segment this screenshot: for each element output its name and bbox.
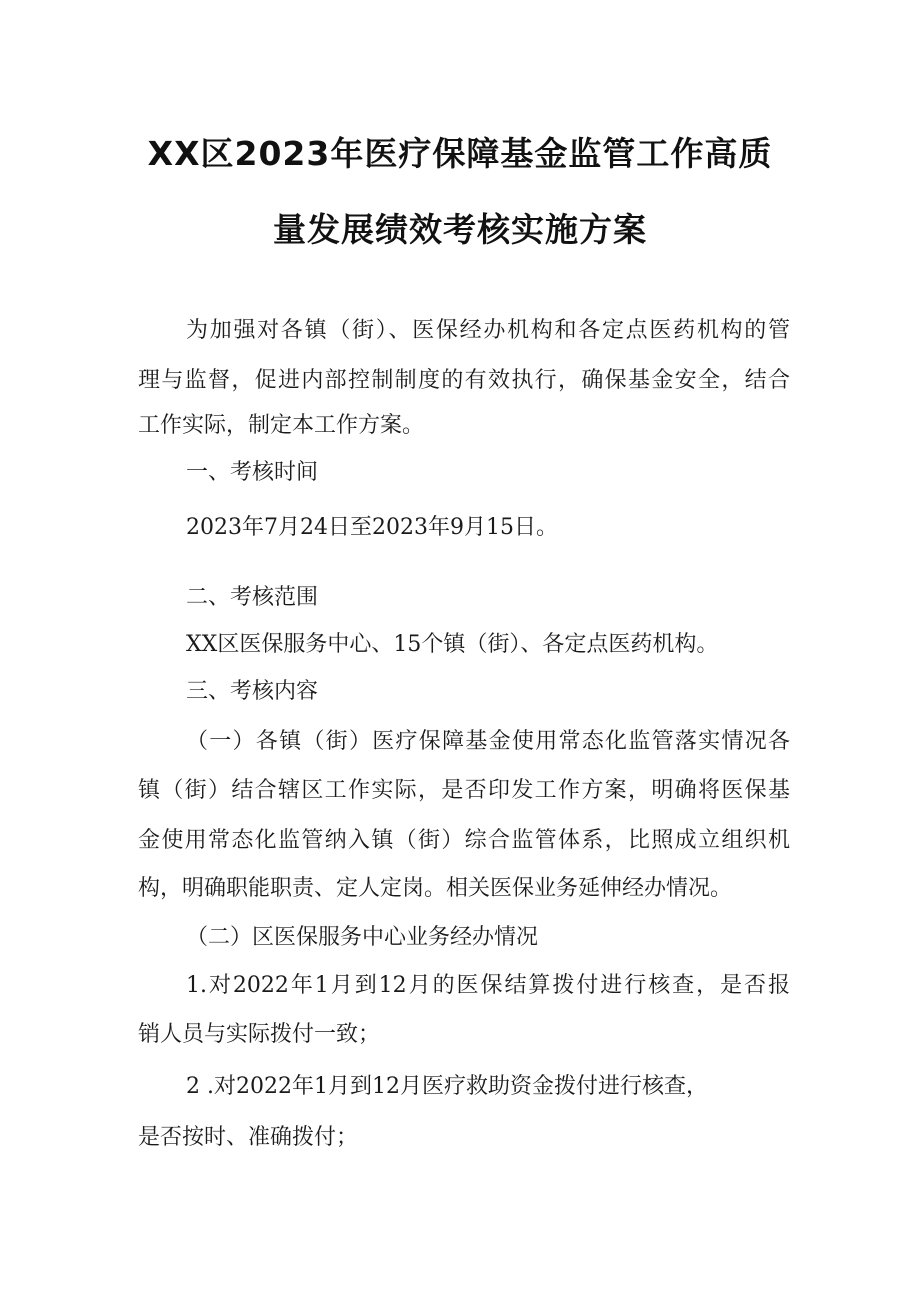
- point-1-line-2: 销人员与实际拨付一致；: [138, 1022, 381, 1047]
- section-1-text: 2023年7月24日至2023年9月15日。: [186, 515, 558, 540]
- item-2-heading: （二）区医保服务中心业务经办情况: [186, 925, 539, 950]
- item-1-line-1: （一）各镇（街）医疗保障基金使用常态化监管落实情况各: [186, 729, 790, 754]
- section-2-text: XX区医保服务中心、15个镇（街）、各定点医药机构。: [186, 632, 719, 657]
- document-title-line-1: XX区2023年医疗保障基金监管工作高质: [147, 134, 773, 173]
- section-2-heading: 二、考核范围: [186, 585, 319, 610]
- item-1-line-2: 镇（街）结合辖区工作实际，是否印发工作方案，明确将医保基: [138, 778, 790, 803]
- item-1-line-4: 构，明确职能职责、定人定岗。相关医保业务延伸经办情况。: [138, 876, 733, 901]
- point-1-line-1: 1.对2022年1月到12月的医保结算拨付进行核查，是否报: [186, 973, 790, 998]
- document-title-line-2: 量发展绩效考核实施方案: [273, 210, 647, 249]
- section-3-heading: 三、考核内容: [186, 679, 319, 704]
- intro-line-3: 工作实际，制定本工作方案。: [138, 413, 425, 438]
- intro-line-2: 理与监督，促进内部控制制度的有效执行，确保基金安全，结合: [138, 368, 790, 393]
- item-1-line-3: 金使用常态化监管纳入镇（街）综合监管体系，比照成立组织机: [138, 828, 790, 853]
- section-1-heading: 一、考核时间: [186, 460, 319, 485]
- point-2-line-2: 是否按时、准确拨付；: [138, 1125, 359, 1150]
- intro-line-1: 为加强对各镇（街）、医保经办机构和各定点医药机构的管: [186, 318, 790, 343]
- point-2-line-1: 2 .对2022年1月到12月医疗救助资金拨付进行核查，: [186, 1074, 708, 1099]
